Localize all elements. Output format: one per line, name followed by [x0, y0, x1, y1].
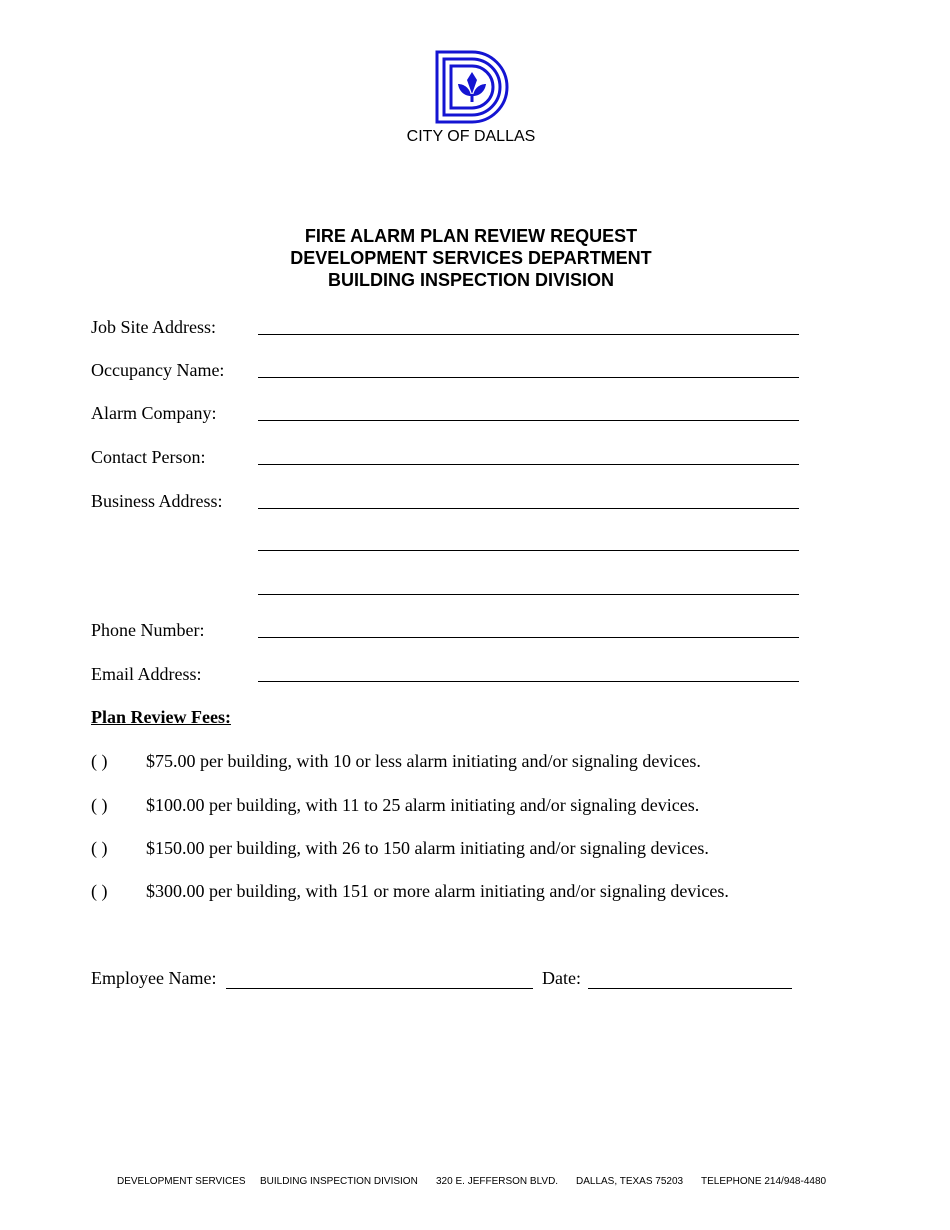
fee-option-3-checkbox[interactable]: ( ): [91, 838, 108, 858]
email-address-label: Email Address:: [91, 664, 202, 684]
email-address-field[interactable]: [258, 681, 799, 682]
form-title: FIRE ALARM PLAN REVIEW REQUEST: [304, 226, 638, 246]
division-title: BUILDING INSPECTION DIVISION: [327, 270, 615, 290]
date-label: Date:: [542, 968, 581, 988]
footer-street: 320 E. JEFFERSON BLVD.: [436, 1176, 559, 1187]
date-field[interactable]: [588, 988, 792, 989]
occupancy-name-field[interactable]: [258, 377, 799, 378]
city-label: CITY OF DALLAS: [406, 128, 536, 145]
job-site-address-label: Job Site Address:: [91, 317, 217, 337]
fee-option-1-checkbox[interactable]: ( ): [91, 751, 108, 771]
employee-name-label: Employee Name:: [91, 968, 217, 988]
fee-option-2-label: $100.00 per building, with 11 to 25 alarm initiating and/or signaling devices.: [146, 795, 700, 815]
department-title: DEVELOPMENT SERVICES DEPARTMENT: [290, 248, 652, 268]
fee-option-4-label: $300.00 per building, with 151 or more alarm initiating and/or signaling devices.: [146, 881, 729, 901]
job-site-address-field[interactable]: [258, 334, 799, 335]
business-address-field-line-2[interactable]: [258, 550, 799, 551]
phone-number-field[interactable]: [258, 637, 799, 638]
occupancy-name-label: Occupancy Name:: [91, 360, 225, 380]
footer-city: DALLAS, TEXAS 75203: [576, 1176, 684, 1187]
plan-review-fees-heading: Plan Review Fees:: [91, 707, 231, 727]
contact-person-label: Contact Person:: [91, 447, 206, 467]
phone-number-label: Phone Number:: [91, 620, 205, 640]
footer-telephone: TELEPHONE 214/948-4480: [701, 1176, 827, 1187]
business-address-field-line-3[interactable]: [258, 594, 799, 595]
form-titles: [0, 225, 942, 291]
business-address-field-line-1[interactable]: [258, 508, 799, 509]
alarm-company-field[interactable]: [258, 420, 799, 421]
fee-option-4-checkbox[interactable]: ( ): [91, 881, 108, 901]
fee-option-2-checkbox[interactable]: ( ): [91, 795, 108, 815]
employee-name-field[interactable]: [226, 988, 533, 989]
fee-option-1-label: $75.00 per building, with 10 or less alarm initiating and/or signaling devices.: [146, 751, 701, 771]
contact-person-field[interactable]: [258, 464, 799, 465]
fee-option-3-label: $150.00 per building, with 26 to 150 alarm initiating and/or signaling devices.: [146, 838, 709, 858]
alarm-company-label: Alarm Company:: [91, 403, 217, 423]
footer-division: BUILDING INSPECTION DIVISION: [260, 1176, 418, 1187]
business-address-label: Business Address:: [91, 491, 223, 511]
footer-department: DEVELOPMENT SERVICES: [117, 1176, 246, 1187]
city-of-dallas-logo: [434, 50, 510, 124]
